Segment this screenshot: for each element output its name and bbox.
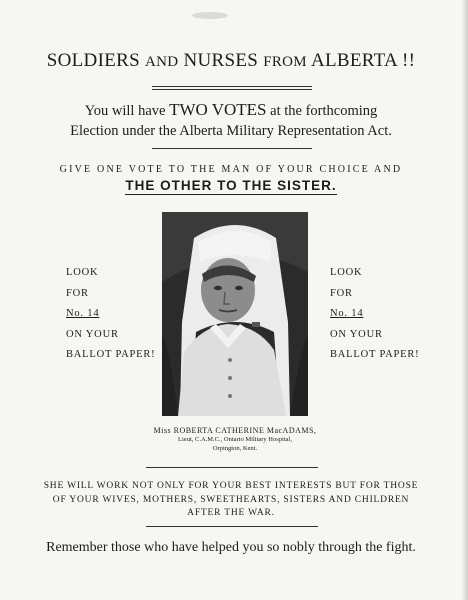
- give-one-vote-line: GIVE ONE VOTE TO THE MAN OF YOUR CHOICE AND: [59, 164, 403, 175]
- on-your-text: ON YOUR: [66, 328, 119, 340]
- divider-lower-2: [146, 526, 318, 527]
- ballot-number: No. 14: [66, 308, 100, 319]
- caption-place: Orpington, Kent.: [212, 445, 258, 452]
- votes-text-b: at the forthcoming: [270, 103, 378, 119]
- work-line-3: AFTER THE WAR.: [187, 508, 275, 518]
- for-text: FOR: [330, 287, 353, 299]
- work-line-2: OF YOUR WIVES, MOTHERS, SWEETHEARTS, SISTERS AND CHILDREN: [52, 494, 410, 505]
- two-votes-text: TWO VOTES: [169, 100, 267, 119]
- other-to-sister-text: THE OTHER TO THE SISTER.: [125, 178, 337, 193]
- headline-and: AND: [145, 54, 179, 70]
- votes-line-1: [0, 100, 462, 121]
- divider-top-2: [152, 89, 312, 90]
- for-text: FOR: [66, 287, 89, 299]
- paper-edge-shadow: [462, 0, 468, 600]
- paper-smudge: [192, 12, 228, 19]
- ballot-paper-text: BALLOT PAPER!: [66, 349, 156, 360]
- headline-soldiers: SOLDIERS: [46, 50, 140, 71]
- work-paragraph: [0, 480, 462, 521]
- divider-mid: [152, 148, 312, 149]
- votes-line-2: Election under the Alberta Military Representation Act.: [70, 123, 392, 139]
- work-line-1: SHE WILL WORK NOT ONLY FOR YOUR BEST INTERESTS BUT FOR THOSE: [43, 481, 419, 491]
- headline-alberta: ALBERTA !!: [310, 50, 416, 71]
- nurse-portrait-illustration: [162, 212, 308, 416]
- headline-from: FROM: [263, 54, 307, 70]
- other-to-sister-line: [0, 178, 462, 193]
- caption-rank: Lieut, C.A.M.C., Ontario Military Hospital,: [178, 436, 292, 443]
- look-for-left: [66, 263, 155, 366]
- votes-text-a: You will have: [84, 103, 166, 119]
- poster-headline: [0, 50, 462, 72]
- look-text: LOOK: [330, 267, 363, 278]
- ballot-number: No. 14: [330, 308, 364, 319]
- headline-nurses: NURSES: [183, 50, 259, 71]
- divider-top-1: [152, 86, 312, 87]
- on-your-text: ON YOUR: [330, 328, 383, 340]
- look-text: LOOK: [66, 267, 99, 278]
- ballot-paper-text: BALLOT PAPER!: [330, 349, 420, 360]
- divider-lower-1: [146, 467, 318, 468]
- votes-paragraph: [0, 100, 462, 141]
- look-for-right: [330, 263, 419, 366]
- caption-name: Miss ROBERTA CATHERINE MacADAMS,: [153, 426, 317, 435]
- nurse-portrait-photo: [162, 212, 308, 416]
- remember-line: Remember those who have helped you so nobly through the fight.: [46, 540, 416, 555]
